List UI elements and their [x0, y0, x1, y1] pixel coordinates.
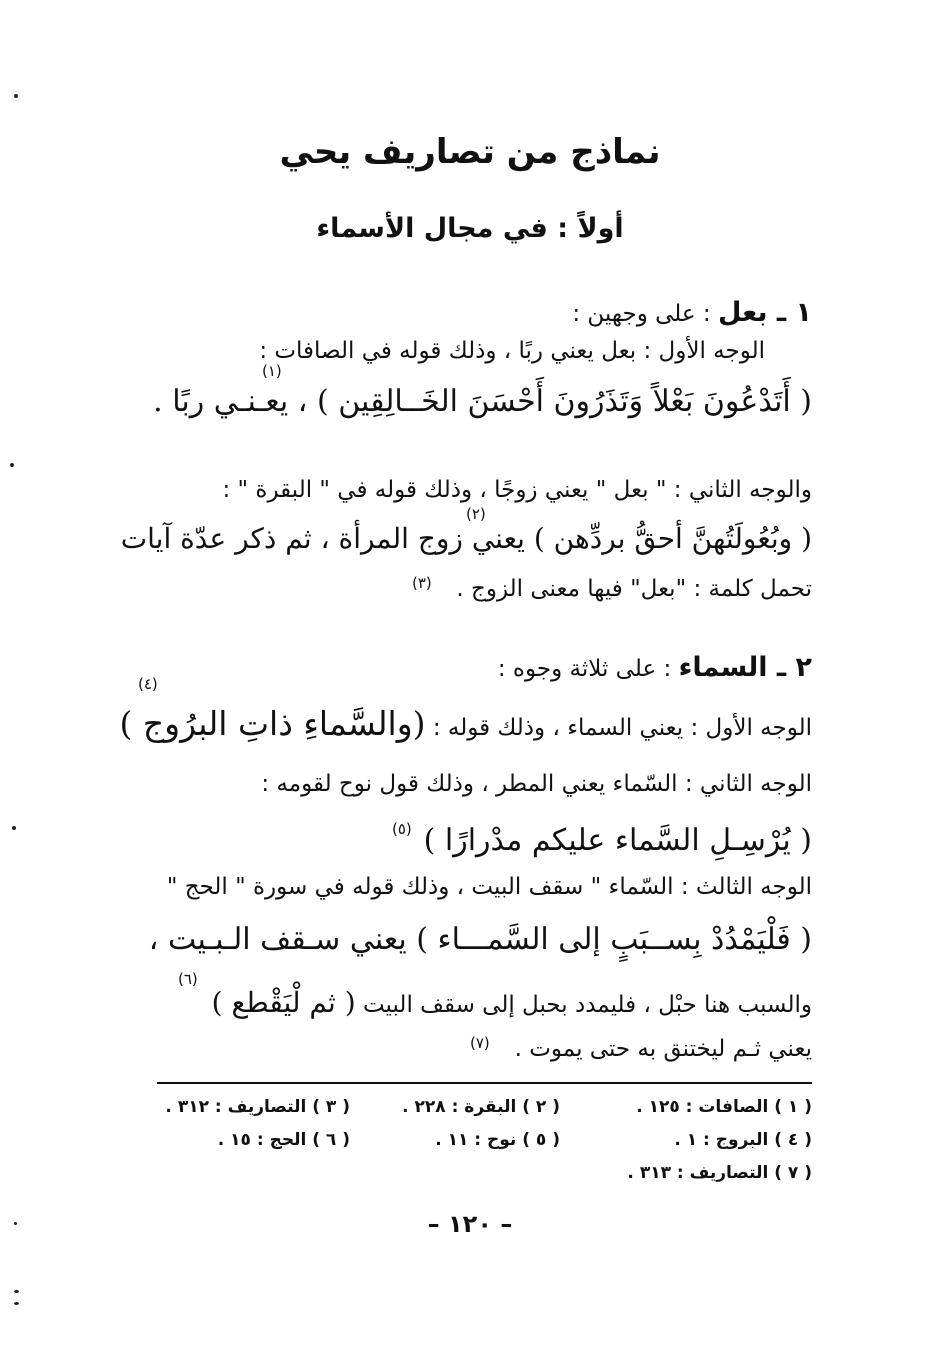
section1-heading: ١ ـ بعل: [718, 297, 812, 328]
footnote-ref-6: (٦): [178, 970, 198, 988]
footnote-3: ( ٣ ) التصاريف : ٣١٢ .: [165, 1097, 350, 1117]
section2-line3: الوجه الثالث : السّماء " سقف البيت ، وذلك قوله في سورة " الحج ": [166, 874, 812, 900]
section2-line5: يعني ثـم ليختنق به حتى يموت .: [514, 1036, 812, 1062]
page-title: نماذج من تصاريف يحي: [279, 132, 661, 172]
footnote-5: ( ٥ ) نوح : ١١ .: [435, 1130, 560, 1150]
section2-line4-text: والسبب هنا حبْل ، فليمدد بحبل إلى سقف البيت: [362, 992, 812, 1018]
section1-heading-line: [120, 297, 812, 329]
section2-line1: [120, 704, 812, 744]
page-number: – ١٢٠ –: [427, 1210, 513, 1238]
section2-verse3: ( فَلْيَمْدُدْ بِســبَبٍ إلى السَّمـــاء ) يعني سـقف الـبـيت ،: [148, 922, 812, 957]
section1-line2: والوجه الثاني : " بعل " يعني زوجًا ، وذلك قوله في " البقرة " :: [222, 477, 812, 503]
footnote-ref-7: (٧): [470, 1034, 490, 1052]
section2-verse1: (والسَّماءِ ذاتِ البرُوج ): [119, 704, 426, 743]
section1-line3: تحمل كلمة : "بعل" فيها معنى الزوج .: [456, 576, 812, 602]
section2-heading: ٢ ـ السماء: [678, 652, 812, 683]
scan-speck: [14, 94, 18, 98]
section2-line4: [120, 986, 812, 1020]
footnote-7: ( ٧ ) التصاريف : ٣١٣ .: [627, 1163, 812, 1183]
footnote-separator: [157, 1082, 812, 1084]
footnote-1: ( ١ ) الصافات : ١٢٥ .: [636, 1097, 812, 1117]
section1-verse1: ( أَتَدْعُونَ بَعْلاً وَتَذَرُونَ أَحْسَنَ الخَــالِقِين ) ، يعـنـي ربًا .: [153, 384, 812, 419]
scan-speck: [10, 463, 14, 467]
section-subtitle: أولاً : في مجال الأسماء: [316, 213, 624, 244]
section2-heading-rest: : على ثلاثة وجوه :: [497, 656, 672, 682]
section2-line4-verse: ( ثم لْيَقْطع ): [211, 986, 356, 1019]
scan-speck: [12, 826, 16, 830]
footnote-2: ( ٢ ) البقرة : ٢٢٨ .: [402, 1097, 560, 1117]
section2-verse2-line: [120, 823, 812, 859]
section2-line2: الوجه الثاني : السّماء يعني المطر ، وذلك قول نوح لقومه :: [261, 771, 812, 797]
footnote-ref-3: (٣): [412, 574, 432, 592]
footnote-ref-2: (٢): [466, 505, 486, 523]
scan-speck: [14, 1290, 19, 1293]
section2-heading-line: [120, 652, 812, 684]
section1-verse2: ( وبُعُولَتُهنَّ أحقُّ بردِّهن ) يعني زوج المرأة ، ثم ذكر عدّة آيات: [120, 522, 812, 555]
section2-line1-text: الوجه الأول : يعني السماء ، وذلك قوله :: [432, 715, 812, 741]
footnote-ref-5: (٥): [392, 820, 412, 838]
footnote-ref-4: (٤): [138, 675, 158, 693]
scan-speck: [14, 1222, 17, 1225]
footnote-4: ( ٤ ) البروج : ١ .: [674, 1130, 812, 1150]
footnote-ref-1: (١): [262, 362, 282, 380]
scan-speck: [14, 1302, 19, 1305]
section1-line1: الوجه الأول : بعل يعني ربًا ، وذلك قوله في الصافات :: [259, 338, 765, 364]
footnote-6: ( ٦ ) الحج : ١٥ .: [217, 1130, 350, 1150]
section1-heading-rest: : على وجهين :: [572, 301, 711, 327]
section2-verse2: ( يُرْسِـلِ السَّماء عليكم مدْرارًا ): [423, 823, 812, 858]
